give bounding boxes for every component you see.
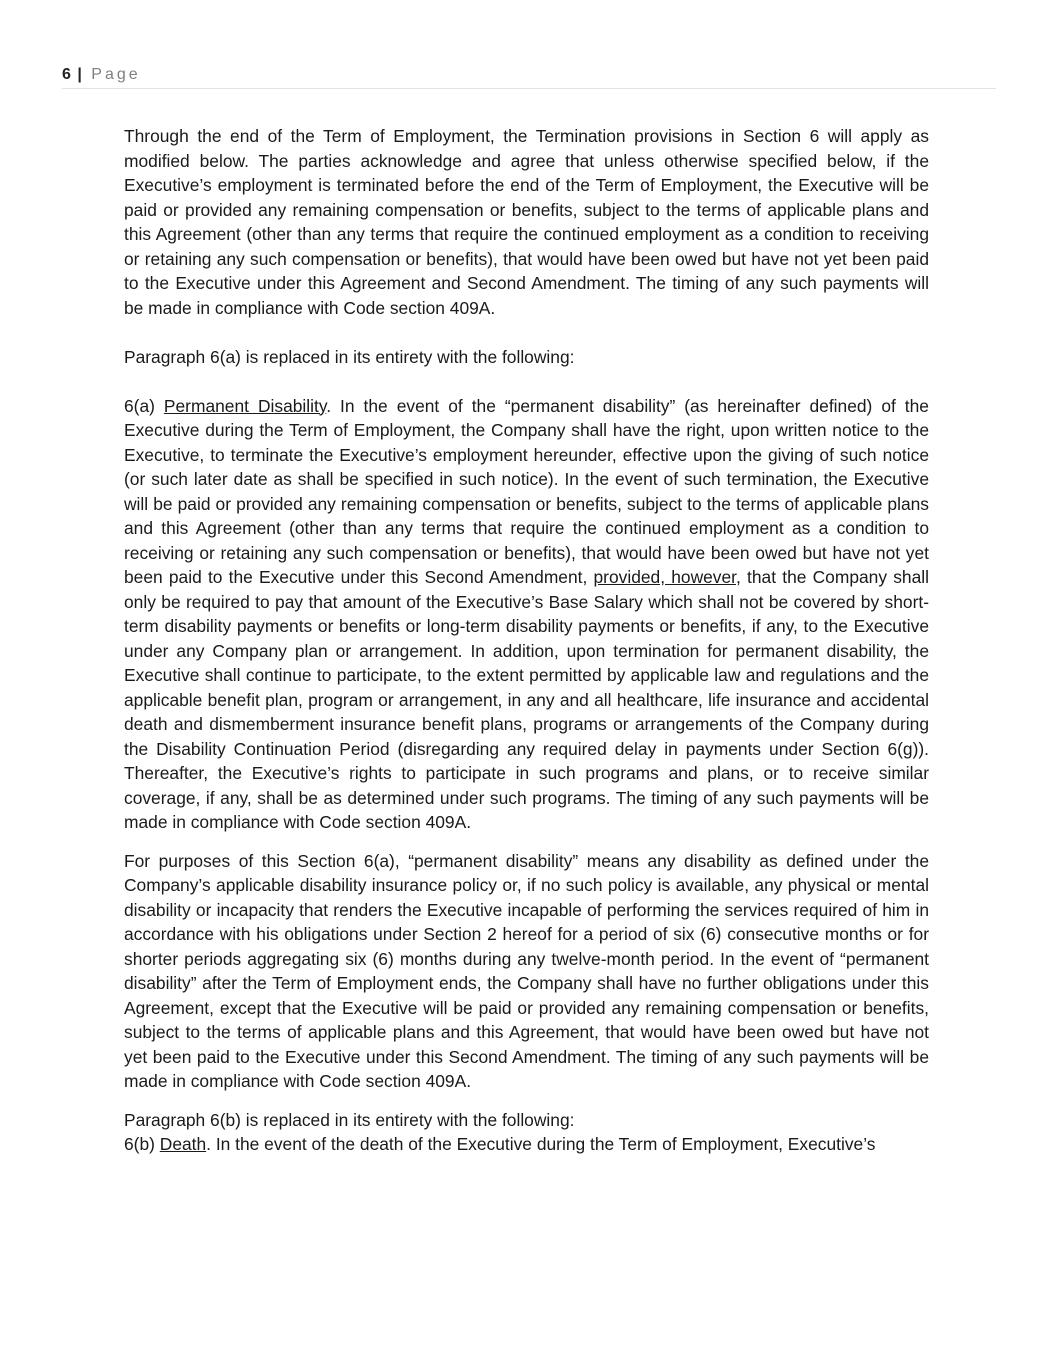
paragraph-permanent-disability-definition: For purposes of this Section 6(a), “permanent disability” means any disability as defined under the Company’s applicable disability insurance policy or, if no such policy is available, any physical or mental disability or incapacity that renders the Executive incapable of performing the services required of him in accordance with his obligations under Section 2 hereof for a period of six (6) consecutive months or for shorter periods aggregating six (6) months during any twelve-month period. In the event of “permanent disability” after the Term of Employment ends, the Company shall have no further obligations under this Agreement, except that the Executive will be paid or provided any remaining compensation or benefits, subject to the terms of applicable plans and this Agreement, that would have been owed but have not yet been paid to the Executive under this Second Amendment. The timing of any such payments will be made in compliance with Code section 409A. bbox=[124, 850, 929, 1091]
paragraph-6a-text-part1: . In the event of the “permanent disability” (as hereinafter defined) of the Executive during the Term of Employment, the Company shall have the right, upon written notice to the Executive, to terminate the Executive’s employment hereunder, effective upon the giving of such notice (or such later date as shall be specified in such notice). In the event of such termination, the Executive will be paid or provided any remaining compensation or benefits, subject to the terms of applicable plans and this Agreement (other than any terms that require the continued employment as a condition to receiving or retaining any such compensation or benefits), that would have been owed but have not yet been paid to the Executive under this Second Amendment, bbox=[124, 395, 929, 587]
page-label: Page bbox=[91, 66, 141, 83]
header-separator: | bbox=[77, 66, 82, 83]
paragraph-6b-intro: Paragraph 6(b) is replaced in its entirety with the following: bbox=[124, 1109, 575, 1130]
paragraph-6a-permanent-disability bbox=[124, 394, 929, 835]
paragraph-6a-text-part2: , that the Company shall only be required to pay that amount of the Executive’s Base Salary which shall not be covered by short-term disability payments or benefits or long-term disability payments or benefits, if any, to the Executive under any Company plan or arrangement. In addition, upon termination for permanent disability, the Executive shall continue to participate, to the extent permitted by applicable law and regulations and the applicable benefit plan, program or arrangement, in any and all healthcare, life insurance and accidental death and dismemberment insurance benefit plans, programs or arrangements of the Company during the Disability Continuation Period (disregarding any required delay in payments under Section 6(g)). Thereafter, the Executive’s rights to participate in such programs and plans, or to receive similar coverage, if any, shall be as determined under such programs. The timing of any such payments will be made in compliance with Code section 409A. bbox=[124, 567, 929, 832]
proviso-provided-however: provided, however bbox=[593, 567, 737, 587]
heading-permanent-disability: Permanent Disability bbox=[163, 395, 327, 416]
paragraph-6a-intro: Paragraph 6(a) is replaced in its entirety with the following: bbox=[124, 346, 575, 367]
section-number-6a: 6(a) bbox=[124, 395, 164, 416]
page-header bbox=[62, 62, 996, 89]
paragraph-termination-intro: Through the end of the Term of Employment, the Termination provisions in Section 6 will apply as modified below. The parties acknowledge and agree that unless otherwise specified below, if the Executive’s employment is terminated before the end of the Term of Employment, the Executive will be paid or provided any remaining compensation or benefits, subject to the terms of applicable plans and this Agreement (other than any terms that require the continued employment as a condition to receiving or retaining any such compensation or benefits), that would have been owed but have not yet been paid to the Executive under this Agreement and Second Amendment. The timing of any such payments will be made in compliance with Code section 409A. bbox=[124, 126, 929, 318]
section-number-6b: 6(b) bbox=[124, 1134, 160, 1154]
heading-death: Death bbox=[159, 1134, 207, 1154]
page-number: 6 bbox=[62, 66, 71, 83]
paragraph-6b-death bbox=[124, 1132, 929, 1157]
document-body bbox=[124, 124, 929, 1157]
paragraph-6b-text: . In the event of the death of the Executive during the Term of Employment, Executive’s bbox=[206, 1134, 876, 1154]
